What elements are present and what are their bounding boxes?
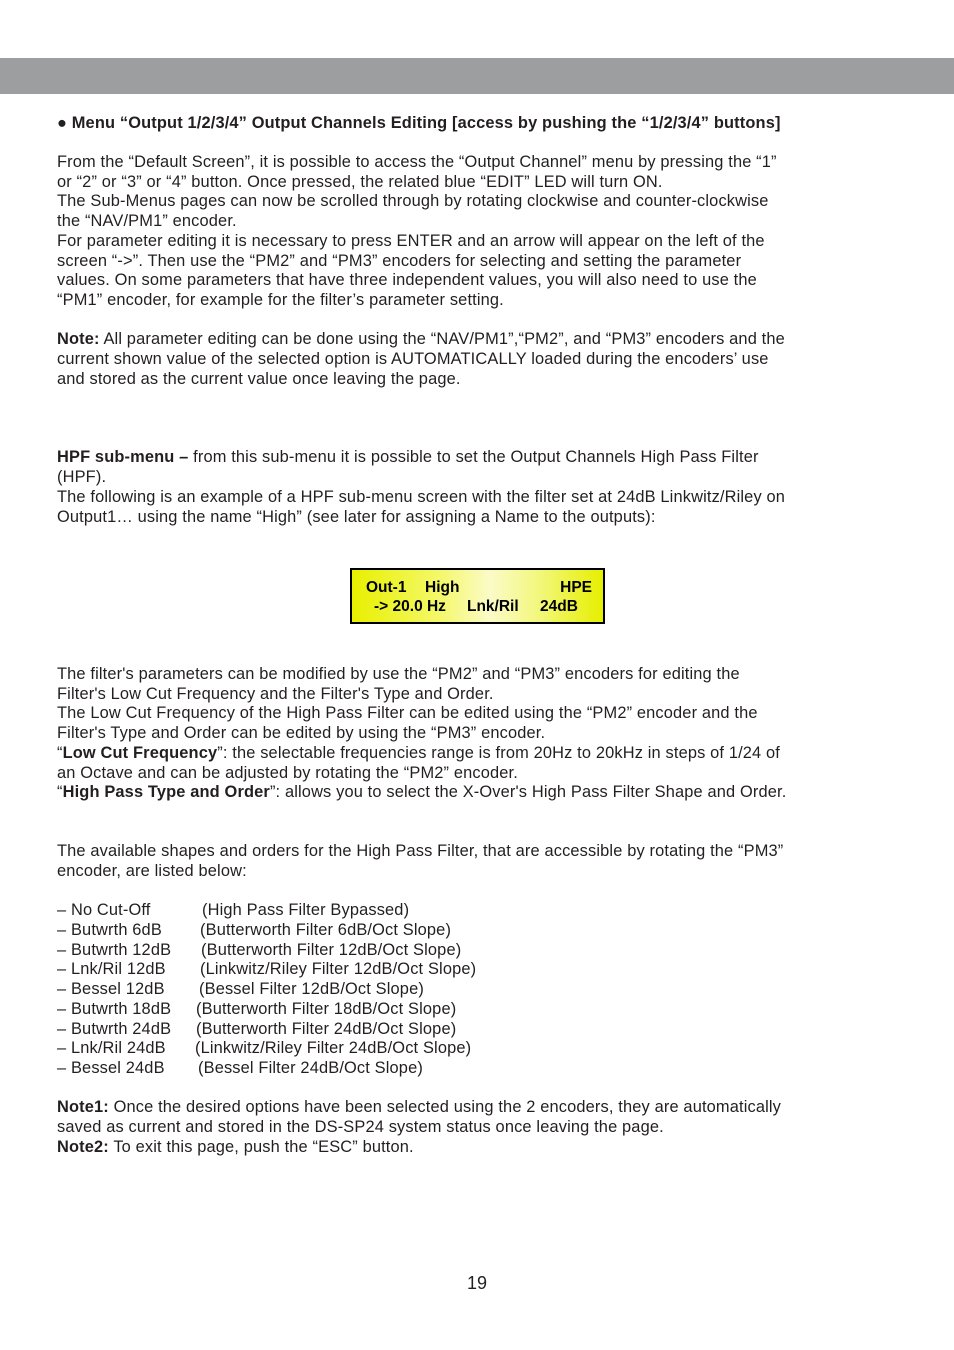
params-line: an Octave and can be adjusted by rotating the “PM2” encoder.: [57, 764, 518, 782]
note2-line: [57, 1138, 897, 1158]
shape-name: – Butwrth 6dB: [57, 921, 162, 939]
params-line: The Low Cut Frequency of the High Pass Filter can be edited using the “PM2” encoder and the: [57, 704, 758, 722]
shapes-intro-line: encoder, are listed below:: [57, 862, 247, 880]
low-cut-frequency-text: ”: the selectable frequencies range is from 20Hz to 20kHz in steps of 1/24 of: [217, 744, 780, 762]
shape-description: (Butterworth Filter 18dB/Oct Slope): [196, 1000, 457, 1018]
shape-name: – No Cut-Off: [57, 901, 151, 919]
shape-description: (Butterworth Filter 12dB/Oct Slope): [201, 941, 462, 959]
shape-name: – Lnk/Ril 24dB: [57, 1039, 166, 1057]
lcd-display: [350, 568, 605, 624]
intro-line: From the “Default Screen”, it is possible to access the “Output Channel” menu by pressing the “1”: [57, 153, 777, 171]
section-heading: ● Menu “Output 1/2/3/4” Output Channels Editing [access by pushing the “1/2/3/4” buttons]: [57, 114, 781, 132]
shape-name: – Bessel 12dB: [57, 980, 165, 998]
shape-description: (Linkwitz/Riley Filter 24dB/Oct Slope): [195, 1039, 472, 1057]
params-line: Filter's Type and Order can be edited by using the “PM3” encoder.: [57, 724, 546, 742]
low-cut-frequency-line: [57, 744, 897, 764]
shape-description: (Bessel Filter 12dB/Oct Slope): [199, 980, 424, 998]
shapes-intro-line: The available shapes and orders for the High Pass Filter, that are accessible by rotating the “PM3”: [57, 842, 784, 860]
lcd-frequency: -> 20.0 Hz: [374, 598, 446, 615]
shape-name: – Bessel 24dB: [57, 1059, 165, 1077]
high-pass-type-line: [57, 783, 897, 803]
note-label: Note:: [57, 330, 100, 348]
shape-name: – Butwrth 24dB: [57, 1020, 172, 1038]
shape-description: (Butterworth Filter 24dB/Oct Slope): [196, 1020, 457, 1038]
lcd-filter-type: Lnk/Ril: [467, 598, 519, 615]
header-bar: [0, 58, 954, 94]
intro-line: the “NAV/PM1” encoder.: [57, 212, 237, 230]
hpf-line: [57, 448, 897, 468]
shape-name: – Lnk/Ril 12dB: [57, 960, 166, 978]
note1-label: Note1:: [57, 1098, 109, 1116]
intro-line: or “2” or “3” or “4” button. Once pressed, the related blue “EDIT” LED will turn ON.: [57, 173, 663, 191]
hpf-line: Output1… using the name “High” (see later for assigning a Name to the outputs):: [57, 508, 656, 526]
shape-description: (Butterworth Filter 6dB/Oct Slope): [200, 921, 452, 939]
intro-line: For parameter editing it is necessary to press ENTER and an arrow will appear on the left of the: [57, 232, 765, 250]
shape-description: (Bessel Filter 24dB/Oct Slope): [198, 1059, 423, 1077]
hpf-text: from this sub-menu it is possible to set the Output Channels High Pass Filter: [188, 448, 759, 466]
note1-line: saved as current and stored in the DS-SP24 system status once leaving the page.: [57, 1118, 664, 1136]
note-line: current shown value of the selected option is AUTOMATICALLY loaded during the encoders’ use: [57, 350, 769, 368]
note1-text: Once the desired options have been selected using the 2 encoders, they are automatically: [108, 1098, 782, 1116]
intro-line: The Sub-Menus pages can now be scrolled through by rotating clockwise and counter-clockwise: [57, 192, 769, 210]
intro-line: “PM1” encoder, for example for the filter’s parameter setting.: [57, 291, 504, 309]
params-line: Filter's Low Cut Frequency and the Filter's Type and Order.: [57, 685, 494, 703]
hpf-label: HPF sub-menu –: [57, 448, 189, 466]
lcd-output-name: High: [425, 579, 460, 596]
note-text: All parameter editing can be done using the “NAV/PM1”,“PM2”, and “PM3” encoders and the: [99, 330, 785, 348]
shape-name: – Butwrth 12dB: [57, 941, 172, 959]
note-line: [57, 330, 897, 350]
hpf-line: The following is an example of a HPF sub-menu screen with the filter set at 24dB Linkwitz/Riley on: [57, 488, 786, 506]
note2-text: To exit this page, push the “ESC” button.: [108, 1138, 414, 1156]
lcd-filter-slope: 24dB: [540, 598, 578, 615]
high-pass-type-text: ”: allows you to select the X-Over's High Pass Filter Shape and Order.: [269, 783, 787, 801]
note1-line: [57, 1098, 897, 1118]
note2-label: Note2:: [57, 1138, 109, 1156]
hpf-line: (HPF).: [57, 468, 107, 486]
lcd-menu-code: HPE: [560, 579, 592, 596]
quote-open: “: [57, 744, 63, 762]
lcd-output-label: Out-1: [366, 579, 407, 596]
shape-name: – Butwrth 18dB: [57, 1000, 172, 1018]
high-pass-type-label: High Pass Type and Order: [62, 783, 270, 801]
intro-line: values. On some parameters that have three independent values, you will also need to use the: [57, 271, 757, 289]
intro-line: screen “->”. Then use the “PM2” and “PM3” encoders for selecting and setting the parameter: [57, 252, 742, 270]
params-line: The filter's parameters can be modified by use the “PM2” and “PM3” encoders for editing the: [57, 665, 740, 683]
shape-description: (Linkwitz/Riley Filter 12dB/Oct Slope): [200, 960, 477, 978]
shape-description: (High Pass Filter Bypassed): [202, 901, 410, 919]
quote-open: “: [57, 783, 63, 801]
low-cut-frequency-label: Low Cut Frequency: [62, 744, 218, 762]
page-number: 19: [466, 1273, 488, 1293]
note-line: and stored as the current value once leaving the page.: [57, 370, 461, 388]
